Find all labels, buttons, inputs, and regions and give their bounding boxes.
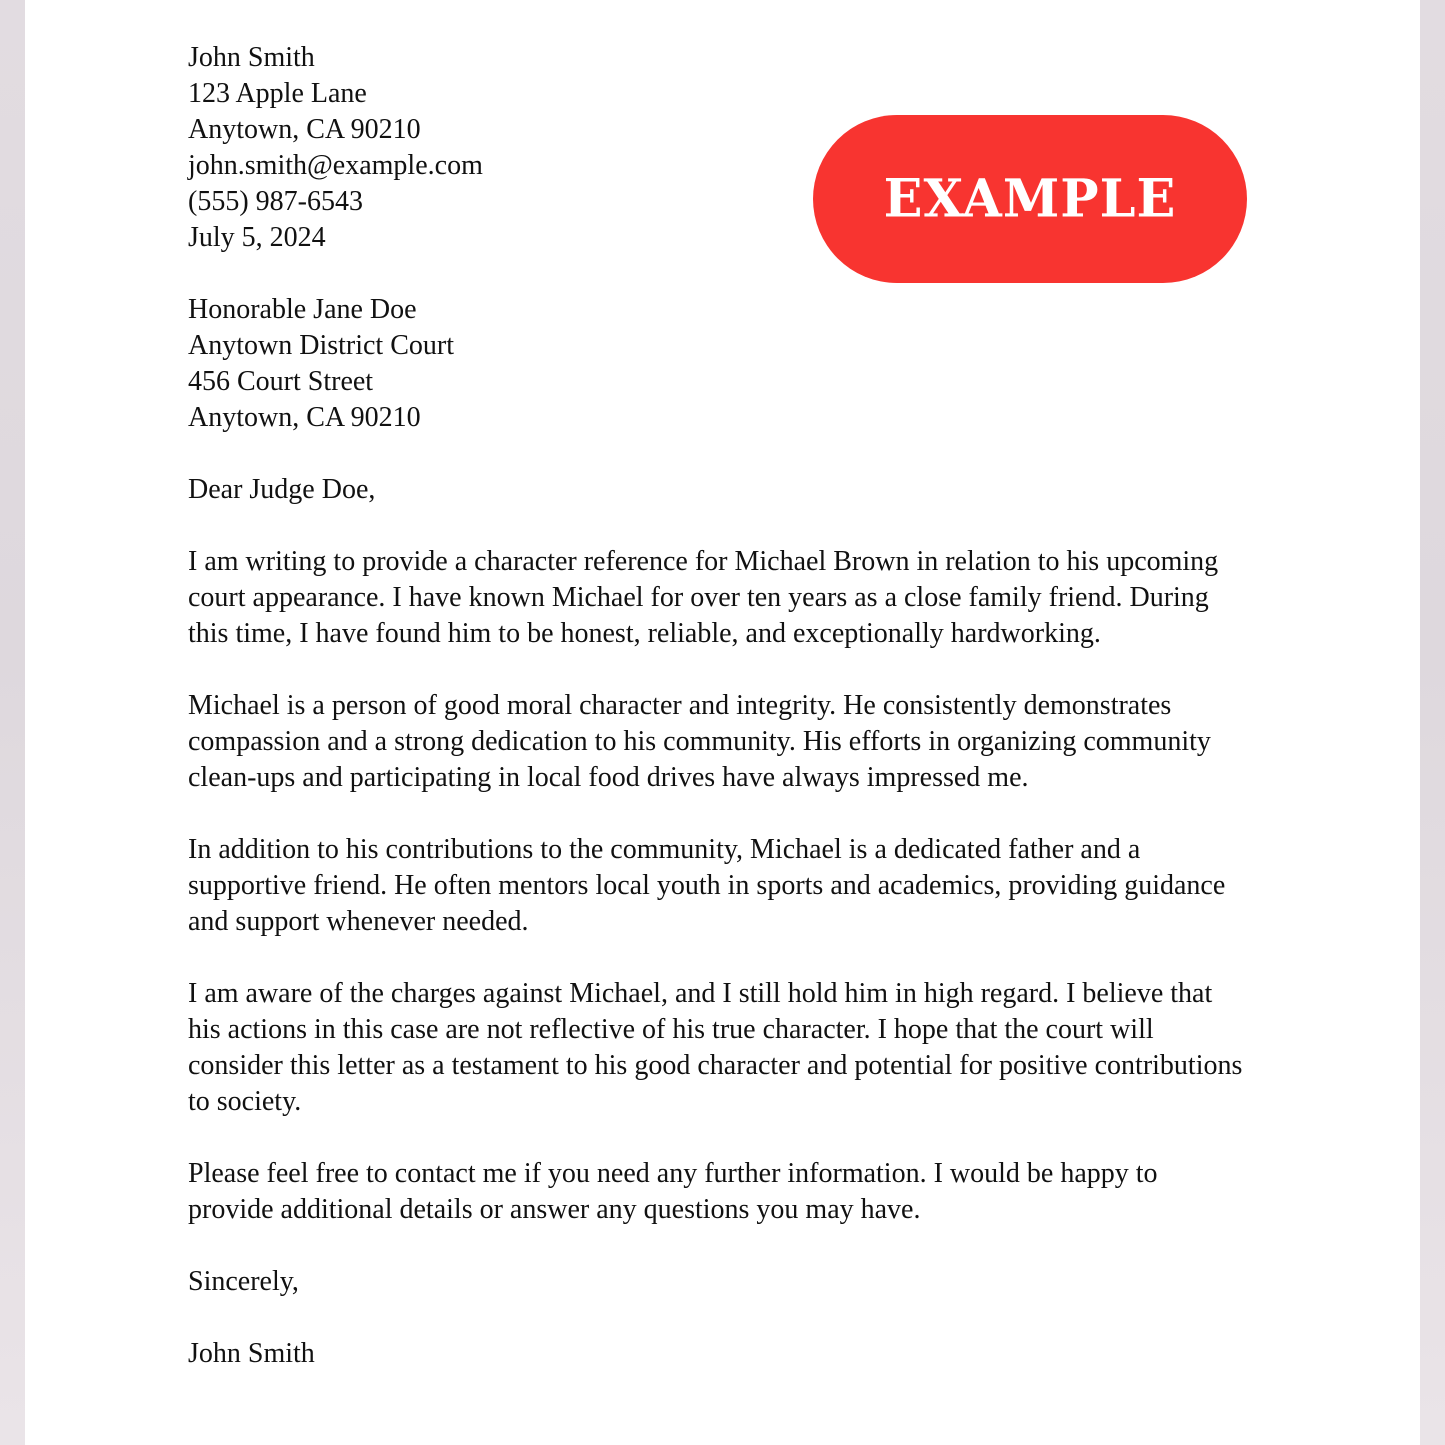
sender-phone: (555) 987-6543: [188, 186, 363, 217]
recipient-city: Anytown, CA 90210: [188, 402, 421, 433]
paragraph-3: In addition to his contributions to the community, Michael is a dedicated father and a supportive friend. He often mentors local youth in sports and academics, providing guidance and support whenever needed.: [188, 834, 1226, 937]
signature: John Smith: [188, 1338, 315, 1369]
paragraph-4: I am aware of the charges against Michael, and I still hold him in high regard. I believe that his actions in this case are not reflective of his true character. I hope that the court will consider this letter as a testament to his good character and potential for positive contributions to society.: [188, 978, 1243, 1117]
paragraph-5: Please feel free to contact me if you need any further information. I would be happy to provide additional details or answer any questions you may have.: [188, 1158, 1158, 1225]
example-stamp: [813, 115, 1247, 283]
example-stamp-label: EXAMPLE: [883, 168, 1177, 230]
paragraph-2: Michael is a person of good moral character and integrity. He consistently demonstrates compassion and a strong dedication to his community. His efforts in organizing community clean-ups and participating in local food drives have always impressed me.: [188, 690, 1211, 793]
recipient-court: Anytown District Court: [188, 330, 454, 361]
paragraph-1: I am writing to provide a character reference for Michael Brown in relation to his upcoming court appearance. I have known Michael for over ten years as a close family friend. During this time, I have found him to be honest, reliable, and exceptionally hardworking.: [188, 546, 1219, 649]
sender-name: John Smith: [188, 42, 315, 73]
recipient-name: Honorable Jane Doe: [188, 294, 417, 325]
recipient-street: 456 Court Street: [188, 366, 374, 397]
recipient-block: [188, 292, 1246, 436]
salutation: Dear Judge Doe,: [188, 474, 376, 505]
page-left-edge: [0, 0, 25, 1445]
sender-street: 123 Apple Lane: [188, 78, 367, 109]
closing: Sincerely,: [188, 1266, 299, 1297]
letter-date: July 5, 2024: [188, 222, 326, 253]
sender-email: john.smith@example.com: [188, 150, 483, 181]
page-right-edge: [1420, 0, 1445, 1445]
sender-city: Anytown, CA 90210: [188, 114, 421, 145]
